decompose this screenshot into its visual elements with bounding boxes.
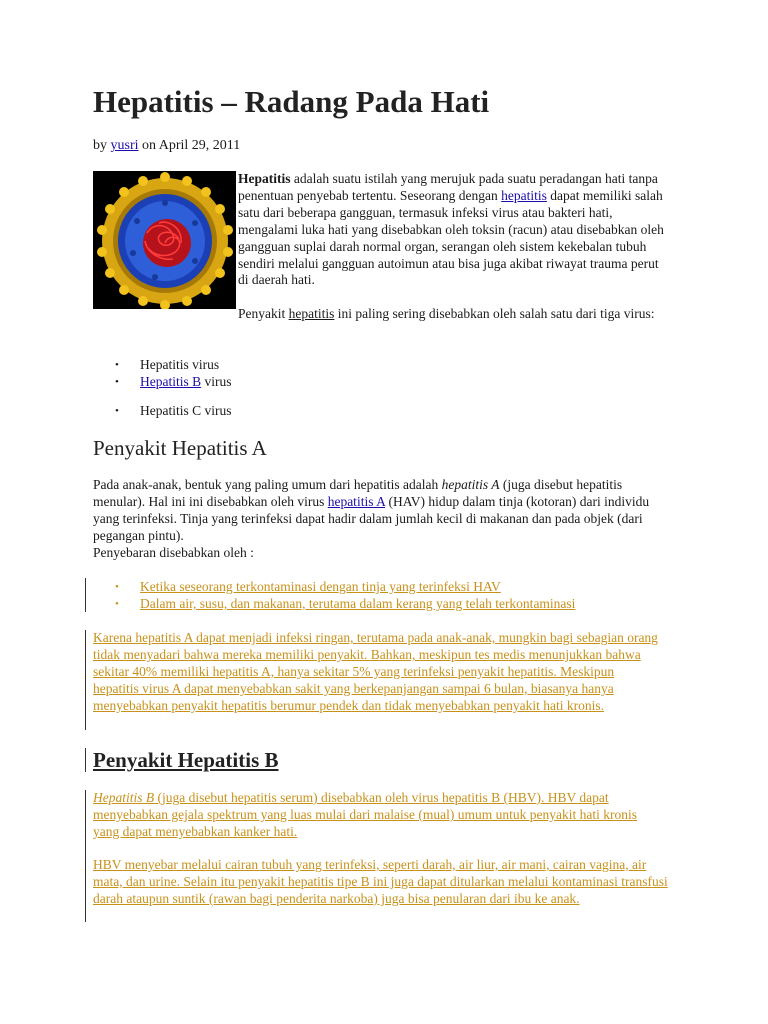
list-item[interactable]: • Dalam air, susu, dan makanan, terutama dalam kerang yang telah terkontaminasi [93,596,683,613]
hepatitis-b-paragraph[interactable] [93,790,663,841]
edit-bar [85,790,86,922]
spread-intro: Penyebaran disebabkan oleh : [93,545,254,560]
virus-list [93,357,673,391]
byline-middle: on [138,138,159,153]
byline [93,138,240,154]
hepatitis-a-text-1: Pada anak-anak, bentuk yang paling umum dari hepatitis adalah [93,477,442,492]
list-item[interactable]: • Ketika seseorang terkontaminasi dengan tinja yang terinfeksi HAV [93,579,683,596]
spread-list [93,579,683,613]
list-item-text: virus [201,373,232,389]
post-date: April 29, 2011 [158,138,241,153]
edit-bar [85,630,86,730]
hepatitis-b-italic: Hepatitis B [93,790,155,805]
edit-bar [85,748,86,772]
page-title: Hepatitis – Radang Pada Hati [93,84,490,119]
hbv-spread-paragraph[interactable]: HBV menyebar melalui cairan tubuh yang terinfeksi, seperti darah, air liur, air mani, cairan vagina, air mata, dan urine. Selain itu penyakit hepatitis tipe B ini juga dapat ditularkan melalui kontaminasi transfusi darah ataupun suntik (rawan bagi penderita narkoba) juga bisa penularan dari ibu ke anak. [93,857,668,906]
hepatitis-a-link[interactable]: hepatitis A [327,493,386,509]
section-heading-hepatitis-a: Penyakit Hepatitis A [93,436,267,460]
hepatitis-a-italic: hepatitis A [441,477,500,492]
list-item [93,374,673,391]
hepatitis-link-2[interactable]: hepatitis [288,306,335,321]
hepatitis-a-mild-paragraph[interactable]: Karena hepatitis A dapat menjadi infeksi ringan, terutama pada anak-anak, mungkin bagi sebagian orang tidak menyadari bahwa mereka memiliki penyakit. Bahkan, meskipun tes medis menunjukkan bahwa sekitar 40% memiliki hepatitis A, hanya sekitar 5% yang terinfeksi penyakit hepatitis. Meskipun hepatitis virus A dapat menyebabkan sakit yang berkepanjangan sampai 6 bulan, biasanya hanya menyebabkan penyakit hepatitis berumur pendek dan tidak menyebabkan penyakit hati kronis. [93,630,658,713]
intro2-text-1: Penyakit [238,306,289,321]
list-item-text: Hepatitis C virus [140,403,232,418]
hepatitis-b-link[interactable]: Hepatitis B [140,373,202,389]
byline-prefix: by [93,138,111,153]
intro-text-1: adalah suatu istilah yang merujuk pada suatu peradangan hati tanpa penentuan penyebab tertentu. Seseorang dengan [238,171,658,203]
list-item [93,357,673,374]
hepatitis-b-text: (juga disebut hepatitis serum) disebabkan oleh virus hepatitis B (HBV). HBV dapat menyebabkan gejala spektrum yang luas mulai dari malaise (mual) umum untuk penyakit hati kronis yang dapat menyebabkan kanker hati. [93,790,637,839]
intro-bold-term: Hepatitis [238,171,291,186]
intro-paragraph [238,171,668,289]
author-link[interactable]: yusri [110,138,139,153]
list-item [93,403,673,420]
intro2-text-2: ini paling sering disebabkan oleh salah satu dari tiga virus: [334,306,655,321]
intro-text-2: dapat memiliki salah satu dari beberapa gangguan, termasuk infeksi virus atau bakteri hati, mengalami luka hati yang disebabkan oleh toksin (racun) atau disebabkan oleh gangguan suplai darah normal organ, serangan oleh sistem kekebalan tubuh sendiri melalui gangguan autoimun atau bisa juga akibat riwayat trauma perut di daerah hati. [238,187,664,288]
hepatitis-a-paragraph [93,477,673,545]
list-item-text: Hepatitis virus [140,357,220,372]
hepatitis-a-text-2: (juga disebut hepatitis menular). Hal ini ini disebabkan oleh virus [93,477,623,509]
hepatitis-virus-image [93,171,236,309]
hepatitis-link-1[interactable]: hepatitis [501,187,547,203]
intro-paragraph-2 [93,306,673,323]
virus-list-c [93,403,673,420]
hepatitis-a-text-3: (HAV) hidup dalam tinja (kotoran) dari individu yang terinfeksi. Tinja yang terinfeksi dapat hadir dalam jumlah kecil di makanan dan pada objek (dari pegangan pintu). [93,493,650,543]
section-heading-hepatitis-b[interactable]: Penyakit Hepatitis B [93,748,279,772]
edit-bar [85,578,86,612]
